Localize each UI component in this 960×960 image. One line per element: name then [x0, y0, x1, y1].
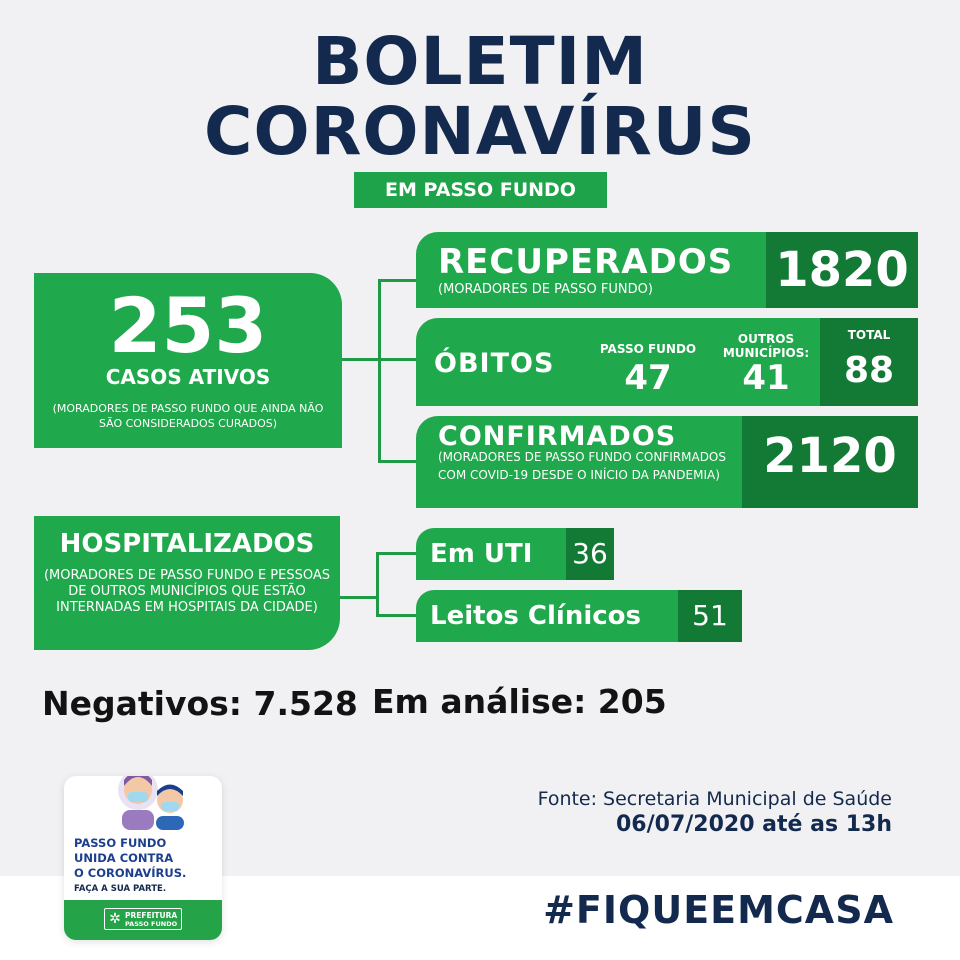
connector-line	[376, 614, 416, 617]
clinical-beds-value-box	[678, 590, 742, 642]
hospitalized-title: HOSPITALIZADOS	[59, 529, 315, 559]
deaths-total-label: TOTAL	[847, 328, 891, 342]
deaths-total-box	[820, 318, 918, 406]
connector-line	[378, 358, 416, 361]
deaths-other-label: OUTROS MUNICÍPIOS:	[722, 332, 810, 360]
deaths-card	[416, 318, 918, 406]
prefeitura-logo-line-1: PREFEITURA	[125, 911, 178, 920]
campaign-card	[64, 776, 222, 940]
deaths-total-value: 88	[843, 350, 895, 391]
deaths-title: ÓBITOS	[434, 348, 555, 379]
confirmed-value: 2120	[763, 428, 897, 484]
date-text: 06/07/2020 até as 13h	[615, 812, 892, 837]
confirmed-title: CONFIRMADOS	[438, 421, 677, 452]
pending-text: Em análise: 205	[372, 682, 667, 721]
source-text: Fonte: Secretaria Municipal de Saúde	[537, 788, 892, 810]
hashtag-text: #FIQUEEMCASA	[543, 888, 894, 932]
confirmed-value-box	[742, 416, 918, 508]
confirmed-note: (MORADORES DE PASSO FUNDO CONFIRMADOS COM COVID-19 DESDE O INÍCIO DA PANDEMIA)	[438, 450, 726, 482]
deaths-other-value: 41	[742, 358, 790, 398]
prefeitura-emblem-icon: ✲	[109, 911, 121, 927]
active-cases-card	[34, 273, 342, 448]
clinical-beds-label: Leitos Clínicos	[430, 601, 642, 631]
connector-line	[342, 358, 380, 361]
campaign-line-4: FAÇA A SUA PARTE.	[74, 884, 167, 894]
active-cases-label: CASOS ATIVOS	[105, 365, 271, 389]
recovered-note: (MORADORES DE PASSO FUNDO)	[438, 282, 653, 297]
deaths-passo-fundo-label: PASSO FUNDO	[599, 342, 697, 356]
confirmed-card	[416, 416, 918, 508]
connector-line	[378, 280, 381, 462]
icu-label: Em UTI	[430, 539, 533, 569]
recovered-title: RECUPERADOS	[438, 242, 734, 282]
connector-line	[340, 596, 378, 599]
connector-line	[376, 552, 416, 555]
recovered-value-box	[766, 232, 918, 308]
prefeitura-logo-line-2: PASSO FUNDO	[125, 920, 178, 928]
connector-line	[378, 460, 416, 463]
icu-value: 36	[572, 537, 608, 570]
hospitalized-note: (MORADORES DE PASSO FUNDO E PESSOAS DE OUTROS MUNICÍPIOS QUE ESTÃO INTERNADAS EM HOSPITAIS DA CIDADE)	[43, 568, 331, 615]
deaths-passo-fundo-value: 47	[624, 358, 672, 398]
title-line-1: BOLETIM	[312, 23, 648, 100]
campaign-logo-bar	[64, 900, 222, 940]
hospitalized-card	[34, 516, 340, 650]
subtitle-badge: EM PASSO FUNDO	[354, 172, 607, 208]
clinical-beds-card	[416, 590, 742, 642]
active-cases-note: (MORADORES DE PASSO FUNDO QUE AINDA NÃO SÃO CONSIDERADOS CURADOS)	[52, 402, 324, 430]
connector-line	[376, 552, 379, 616]
clinical-beds-value: 51	[692, 599, 728, 632]
connector-line	[378, 279, 416, 282]
icu-value-box	[566, 528, 614, 580]
active-cases-value: 253	[108, 281, 268, 370]
campaign-line-1: PASSO FUNDO	[74, 836, 167, 850]
campaign-line-2: UNIDA CONTRA	[74, 851, 174, 865]
masked-people-icon	[104, 776, 200, 830]
recovered-value: 1820	[775, 242, 909, 298]
prefeitura-logo	[104, 908, 182, 930]
icu-card	[416, 528, 614, 580]
title-line-2: CORONAVÍRUS	[204, 93, 756, 170]
campaign-line-3: O CORONAVÍRUS.	[74, 866, 187, 880]
recovered-card	[416, 232, 918, 308]
negatives-text: Negativos: 7.528	[42, 684, 358, 723]
